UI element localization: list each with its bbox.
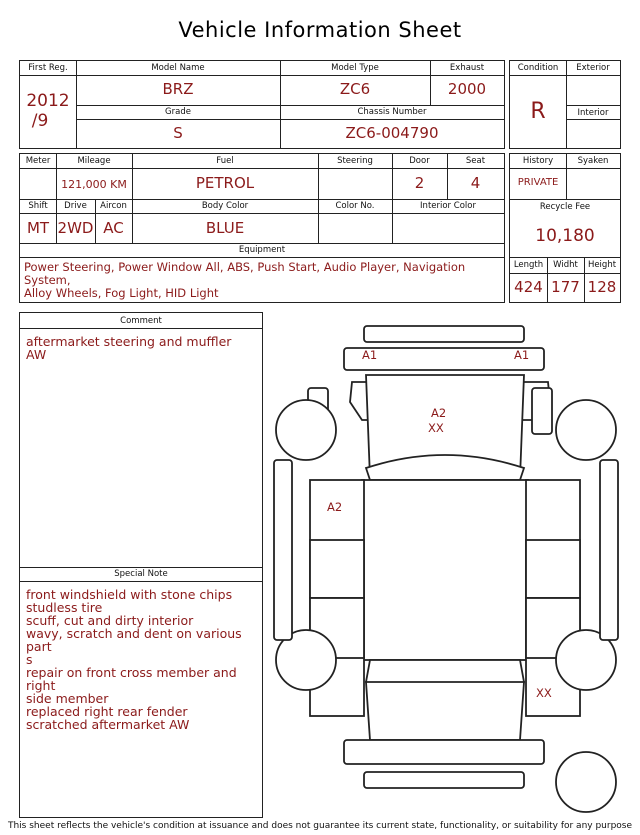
model-info-box [19, 60, 505, 149]
body-color-label: Body Color [201, 201, 249, 211]
equipment-label: Equipment [238, 245, 286, 255]
spec-box [19, 153, 505, 303]
history-value: PRIVATE [517, 177, 559, 188]
seat-value: 4 [470, 174, 481, 192]
history-label: History [522, 156, 554, 166]
footer-disclaimer: This sheet reflects the vehicle's condition at issuance and does not guarantee its current state, functionality, or suitability for any purpose [7, 821, 633, 831]
damage-mark-hood-2: XX [428, 421, 444, 435]
drive-value: 2WD [57, 219, 94, 237]
condition-label: Condition [517, 63, 559, 73]
right-mirror [532, 388, 552, 434]
door-label: Door [409, 156, 430, 166]
grade-value: S [173, 124, 183, 142]
chassis-value: ZC6-004790 [345, 124, 439, 142]
model-type-label: Model Type [331, 63, 379, 73]
exhaust-value: 2000 [447, 80, 487, 98]
left-front-door [310, 540, 364, 598]
special-note-text: front windshield with stone chips studless tire scuff, cut and dirty interior wavy, scratch and dent on various part s repair on front cross member and right side member replaced right rear fender scratched aftermarket AW [26, 587, 242, 732]
meter-label: Meter [25, 156, 51, 166]
body-color-value: BLUE [205, 219, 245, 237]
trunk [366, 682, 524, 740]
recycle-fee-label: Recycle Fee [539, 202, 591, 212]
recycle-fee-value: 10,180 [535, 226, 595, 246]
fuel-label: Fuel [216, 156, 234, 166]
mileage-label: Mileage [77, 156, 111, 166]
condition-value: R [530, 99, 546, 124]
right-side-strip [600, 460, 618, 640]
comment-label: Comment [120, 316, 162, 326]
height-label: Height [587, 260, 617, 270]
roof [362, 480, 528, 660]
shift-value: MT [26, 219, 50, 237]
left-side-strip [274, 460, 292, 640]
comment-text: aftermarket steering and muffler AW [26, 334, 232, 362]
door-value: 2 [414, 174, 425, 192]
front-left-wheel [276, 400, 336, 460]
spare-wheel [556, 752, 616, 812]
page-title: Vehicle Information Sheet [178, 18, 462, 42]
exhaust-label: Exhaust [449, 63, 485, 73]
first-reg-year: 2012 [26, 91, 70, 111]
length-value: 424 [514, 278, 543, 296]
shift-label: Shift [28, 201, 48, 211]
model-name-value: BRZ [162, 80, 194, 98]
height-value: 128 [587, 278, 617, 296]
width-value: 177 [551, 278, 580, 296]
interior-label: Interior [577, 108, 609, 118]
car-damage-diagram [270, 320, 630, 820]
first-reg-label: First Reg. [28, 63, 68, 73]
condition-box [509, 60, 621, 149]
aircon-value: AC [103, 219, 124, 237]
fuel-value: PETROL [195, 174, 255, 192]
steering-label: Steering [337, 156, 373, 166]
notes-box [19, 312, 263, 818]
history-box [509, 153, 621, 303]
rear-bumper [344, 740, 544, 764]
rear-bumper-bottom [364, 772, 524, 788]
damage-mark-front-right: A1 [514, 348, 530, 362]
damage-mark-front-left: A1 [362, 348, 378, 362]
special-note-label: Special Note [114, 569, 168, 579]
damage-mark-left-door: A2 [327, 500, 343, 514]
chassis-label: Chassis Number [357, 107, 427, 117]
grade-label: Grade [165, 107, 191, 117]
model-type-value: ZC6 [339, 80, 371, 98]
aircon-label: Aircon [100, 201, 127, 211]
width-label: Widht [553, 260, 578, 270]
damage-mark-hood: A2 [431, 406, 447, 420]
model-name-label: Model Name [151, 63, 205, 73]
color-no-label: Color No. [335, 201, 375, 211]
right-front-door [526, 540, 580, 598]
length-label: Length [513, 260, 544, 270]
drive-label: Drive [64, 201, 87, 211]
front-bumper-top [364, 326, 524, 342]
mileage-value: 121,000 KM [61, 178, 127, 191]
syaken-label: Syaken [577, 156, 609, 166]
first-reg-month: /9 [31, 111, 49, 131]
exterior-label: Exterior [576, 63, 610, 73]
interior-color-label: Interior Color [420, 201, 476, 211]
equipment-value: Power Steering, Power Window All, ABS, Push Start, Audio Player, Navigation System, Alloy Wheels, Fog Light, HID Light [24, 260, 466, 300]
damage-mark-rear-right: XX [536, 686, 552, 700]
front-right-wheel [556, 400, 616, 460]
seat-label: Seat [465, 156, 486, 166]
